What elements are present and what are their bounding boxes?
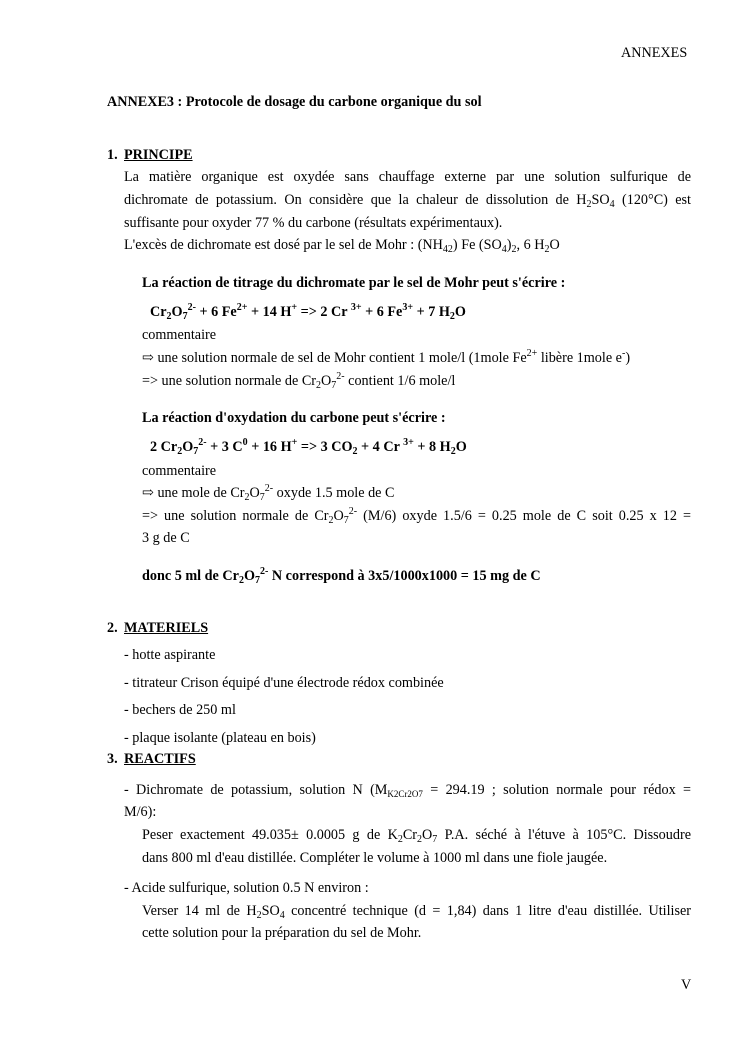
oxidation-equation: 2 $Cr_2O_7^{2-} + 3$ $C^0 + 16$ H+ => 3 $CO_2 + 4$ Cr $^{3+}$ + 8 $H_2O$ [150, 437, 467, 457]
comment-2-line-2: => une solution normale de $Cr_2O_7^{2-}$ (M/6) oxyde 1.5/6 = 0.25 mole de C soit 0.25 x 12 = [142, 506, 692, 526]
principe-line-4: L'excès de dichromate est dosé par le sel de Mohr : $(NH_{42})$ Fe $(SO_4)_2$, 6 $H_2O$ [124, 237, 560, 255]
section-3-heading: REACTIFS [124, 751, 196, 767]
comment-2-line-3: 3 g de C [142, 530, 190, 546]
page-number: V [681, 977, 692, 993]
reactif-1-line-1: - Dichromate de potassium, solution N ($M_{K2Cr2O7} = 294.19$ ; solution normale pour rédox = [124, 782, 691, 799]
comment-1-line-2: => une solution normale de $Cr_2O_7^{2-}$ contient 1/6 mole/l [142, 371, 456, 391]
principe-line-3: suffisante pour oxyder 77 % du carbone (résultats expérimentaux). [124, 215, 503, 231]
running-header: ANNEXES [621, 45, 688, 61]
titration-equation: $Cr_2O_7^{2-} + 6$ $Fe^{2+} + 14$ H+ => 2 Cr $^{3+}$ + 6 $Fe^{3+} + 7$ $H_2O$ [150, 302, 466, 322]
section-1-heading: PRINCIPE [124, 147, 193, 163]
oxidation-heading: La réaction d'oxydation du carbone peut s'écrire : [142, 410, 446, 426]
materiel-item: - plaque isolante (plateau en bois) [124, 730, 316, 746]
section-2-number: 2. [107, 620, 118, 636]
materiel-item: - hotte aspirante [124, 647, 216, 663]
materiel-item: - titrateur Crison équipé d'une électrode rédox combinée [124, 675, 444, 691]
section-2-heading: MATERIELS [124, 620, 209, 636]
right-arrow-icon: ⇨ [142, 350, 154, 366]
conclusion: donc 5 ml de $Cr_2O_7^{2-}$ N correspond à 3x5/1000x1000 = 15 mg de C [142, 566, 541, 586]
reactif-2-line-2: Verser 14 ml de $H_2SO_4$ concentré technique (d = 1,84) dans 1 litre d'eau distillée. Utiliser [142, 903, 691, 921]
annex-title: ANNEXE3 : Protocole de dosage du carbone organique du sol [107, 94, 482, 110]
comment-label-1: commentaire [142, 327, 217, 343]
reactif-1-line-3: Peser exactement 49.035± 0.0005 g de $K_2Cr_2O_7$ P.A. séché à l'étuve à 105°C. Dissoudre [142, 827, 691, 845]
comment-2-line-1: ⇨ une mole de $Cr_2O_7^{2-}$ oxyde 1.5 mole de C [142, 483, 395, 503]
reactif-1-line-2: M/6): [124, 804, 157, 820]
principe-line-1: La matière organique est oxydée sans chauffage externe par une solution sulfurique de [124, 169, 691, 185]
section-1-number: 1. [107, 147, 118, 163]
comment-1-line-1: ⇨ une solution normale de sel de Mohr contient 1 mole/l (1mole $Fe^{2+}$ libère 1mole e-) [142, 348, 631, 366]
titration-heading: La réaction de titrage du dichromate par le sel de Mohr peut s'écrire : [142, 275, 566, 291]
reactif-2-line-1: - Acide sulfurique, solution 0.5 N environ : [124, 880, 369, 896]
reactif-1-line-4: dans 800 ml d'eau distillée. Compléter le volume à 1000 ml dans une fiole jaugée. [142, 850, 608, 866]
right-arrow-icon: ⇨ [142, 485, 154, 501]
reactif-2-line-3: cette solution pour la préparation du sel de Mohr. [142, 925, 422, 941]
principe-line-2: dichromate de potassium. On considère que la chaleur de dissolution de $H_2SO_4$ (120°C) est [124, 192, 691, 210]
comment-label-2: commentaire [142, 463, 217, 479]
materiel-item: - bechers de 250 ml [124, 702, 236, 718]
section-3-number: 3. [107, 751, 118, 767]
